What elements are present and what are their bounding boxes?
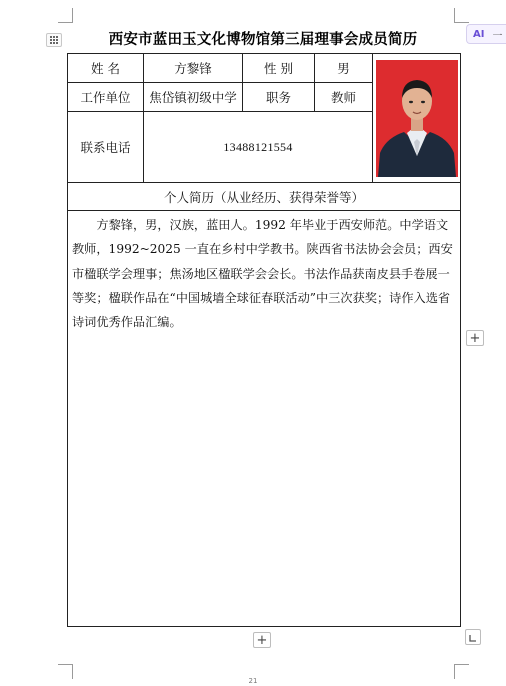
ai-dash: 一 [492,30,503,42]
phone-value[interactable]: 13488121554 [144,112,373,183]
add-row-button[interactable] [253,632,271,648]
resize-corner-icon[interactable] [465,629,481,645]
document-title: 西安市蓝田玉文化博物馆第三届理事会成员简历 [108,31,418,48]
gender-label: 性 别 [243,54,315,83]
workplace-label: 工作单位 [68,83,144,112]
add-column-button[interactable] [466,330,484,346]
name-label: 姓 名 [68,54,144,83]
bio-text[interactable]: 方黎锋，男，汉族，蓝田人。1992 年毕业于西安师范。中学语文教师，1992~2025 一直在乡村中学教书。陕西省书法协会会员；西安市楹联学会理事；焦汤地区楹联学会会长。书法作品获南皮县手卷展一等奖；楹联作品在“中国城墙全球征春联活动”中三次获奖；诗作入选省诗词优秀作品汇编。 [68,211,461,627]
position-value[interactable]: 教师 [315,83,373,112]
position-label: 职务 [243,83,315,112]
add-row-icon: + [256,632,268,648]
ai-assistant-button[interactable] [466,24,506,44]
workplace-value[interactable]: 焦岱镇初级中学 [144,83,243,112]
photo-cell[interactable] [373,54,461,183]
resume-table [67,53,461,627]
gender-value[interactable]: 男 [315,54,373,83]
photo-portrait-icon [376,60,458,177]
add-column-icon: + [469,330,481,346]
table-move-handle-icon[interactable] [46,33,62,47]
page-number: 21 [248,677,258,685]
name-value[interactable]: 方黎锋 [144,54,243,83]
phone-label: 联系电话 [68,112,144,183]
crop-mark-top-left [58,8,73,23]
bio-header: 个人简历（从业经历、获得荣誉等） [68,183,461,211]
ai-label: AI [473,28,485,40]
crop-mark-top-right [454,8,469,23]
